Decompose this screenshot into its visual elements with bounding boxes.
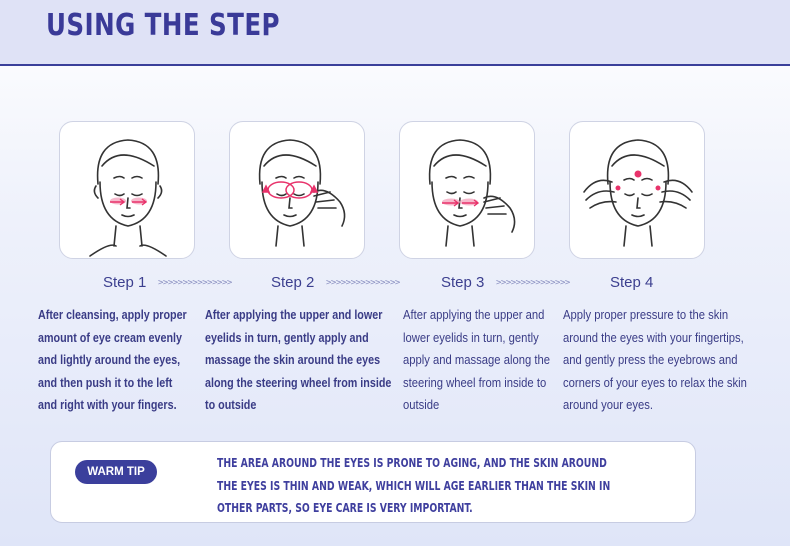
step-4-image [569,121,705,259]
face-pressure-points-icon [570,122,706,260]
step-1-description: After cleansing, apply proper amount of eye cream evenly and lightly around the eyes, and then push it to the left and right with your fingers. [38,308,187,412]
step-1-label: Step 1 [103,274,147,291]
step-2-description: After applying the upper and lower eyelids in turn, gently apply and massage the skin around the eyes along the steering wheel from inside to outside [205,308,392,412]
step-4-label: Step 4 [610,274,654,291]
step-4-description: Apply proper pressure to the skin around the eyes with your fingertips, and gently press the eyebrows and corners of your eyes to relax the skin around your eyes. [563,308,747,412]
warm-tip-badge: WARM TIP [75,460,157,484]
step-3-description: After applying the upper and lower eyelids in turn, gently apply and massage along the steering wheel from inside to outside [403,308,550,412]
step-1-image [59,121,195,259]
step-3-image [399,121,535,259]
step-1-arrows: >>>>>>>>>>>>>>> [158,278,232,288]
warm-tip-box [50,441,696,523]
face-under-eye-massage-icon [400,122,536,260]
step-2-image [229,121,365,259]
face-eye-cream-icon [60,122,196,260]
step-2-label: Step 2 [271,274,315,291]
warm-tip-text: THE AREA AROUND THE EYES IS PRONE TO AGING, AND THE SKIN AROUND THE EYES IS THIN AND WEAK, WHICH WILL AGE EARLIER THAN THE SKIN IN OTHER PARTS, SO EYE CARE IS VERY IMPORTANT. [217,456,611,515]
step-2-arrows: >>>>>>>>>>>>>>> [326,278,400,288]
step-3-label: Step 3 [441,274,485,291]
step-3-arrows: >>>>>>>>>>>>>>> [496,278,570,288]
page-title: USING THE STEP [46,8,281,43]
face-circular-massage-icon [230,122,366,260]
header-bar [0,0,790,66]
